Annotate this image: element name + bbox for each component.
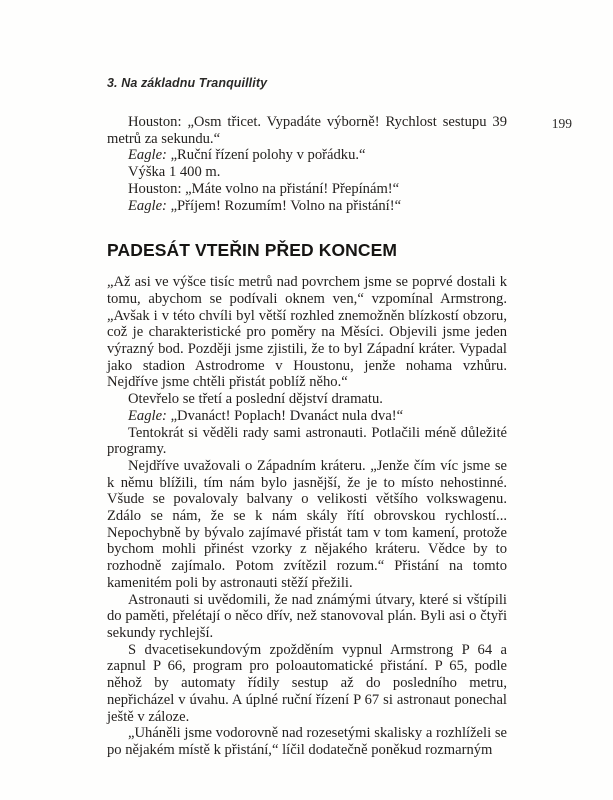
speaker-label: Houston: [128,114,182,130]
speaker-label: Eagle: [128,147,167,164]
body-paragraph [107,725,507,758]
body-paragraph [107,274,507,391]
body-paragraph [107,391,507,408]
paragraph-text: „Až asi ve výšce tisíc metrů nad povrchem jsme se poprvé dostali k tomu, abychom se podívali oknem ven,“ vzpomínal Armstrong. „Avšak i v této chvíli byl větší rozhled znemožněn blízkostí obzoru, což je charakteristické pro poměry na Měsíci. Objevili jsme jeden výrazný bod. Později jsme zjistili, že to byl Západní kráter. Vypadal jako stadion Astrodrome v Houstonu, jenže nohama vzhůru. Nejdříve jsme chtěli přistát poblíž něho.“ [107,274,507,391]
running-head: 3. Na základnu Tranquillity [107,76,268,90]
paragraph-text: „Dvanáct! Poplach! Dvanáct nula dva!“ [170,407,404,424]
body-paragraph [107,408,507,425]
paragraph-text: Tentokrát si věděli rady sami astronauti. Potlačili méně důležité programy. [107,424,507,458]
dialogue-text: „Ruční řízení polohy v pořádku.“ [170,147,366,164]
dialogue-block [107,114,507,214]
speaker-label: Eagle: [128,407,167,424]
speaker-label: Eagle: [128,197,167,214]
dialogue-text: „Osm třicet. Vypadáte výborně! Rychlost sestupu 39 metrů za sekundu.“ [107,114,507,147]
dialogue-line [107,198,507,215]
body-paragraph [107,458,507,592]
paragraph-text: Otevřelo se třetí a poslední dějství dramatu. [128,391,383,408]
dialogue-line [107,114,507,147]
section-heading: PADESÁT VTEŘIN PŘED KONCEM [107,240,398,261]
dialogue-line [107,164,507,181]
dialogue-text: „Máte volno na přistání! Přepínám!“ [185,180,400,197]
dialogue-line [107,181,507,198]
body-paragraph [107,592,507,642]
dialogue-line [107,147,507,164]
body-paragraph [107,425,507,458]
body-text [107,114,507,759]
speaker-label: Houston: [128,180,182,197]
paragraph-text: Nejdříve uvažovali o Západním kráteru. „Jenže čím víc jsme se k němu blížili, tím nám bylo jasnější, že je to místo nehostinné. Všude se povalovaly balvany o velikosti většího volkswagenu. Zdálo se nám, že se k nám skály řítí obrovskou rychlostí... Nepochybně by bývalo zajímavé přistát tam v tom kamení, protože bychom mohli přinést vzorky z nějakého kráteru. Vědce by to rozhodně zajímalo. Potom zvítězil rozum.“ Přistání na tomto kamenitém poli by astronauti stěží přežili. [107,457,507,591]
page-number: 199 [551,116,572,131]
paragraph-text: „Uháněli jsme vodorovně nad rozesetými skalisky a rozhlíželi se po nějakém místě k přistání,“ líčil dodatečně poněkud rozmarným [107,725,507,758]
paragraph-text: Astronauti si uvědomili, že nad známými útvary, které si vštípili do paměti, přelétají o něco dřív, než stanovoval plán. Byli asi o čtyři sekundy rychlejší. [107,591,507,641]
dialogue-text: „Příjem! Rozumím! Volno na přistání!“ [170,197,402,214]
body-paragraph [107,642,507,726]
paragraph-text: S dvacetisekundovým zpožděním vypnul Armstrong P 64 a zapnul P 66, program pro poloautomatické přistání. P 65, podle něhož by automaty řídily sestup až do posledního metru, nepřicházel v úvahu. A úplné ruční řízení P 67 si astronaut ponechal ještě v záloze. [107,641,507,725]
dialogue-text: Výška 1 400 m. [128,164,221,181]
